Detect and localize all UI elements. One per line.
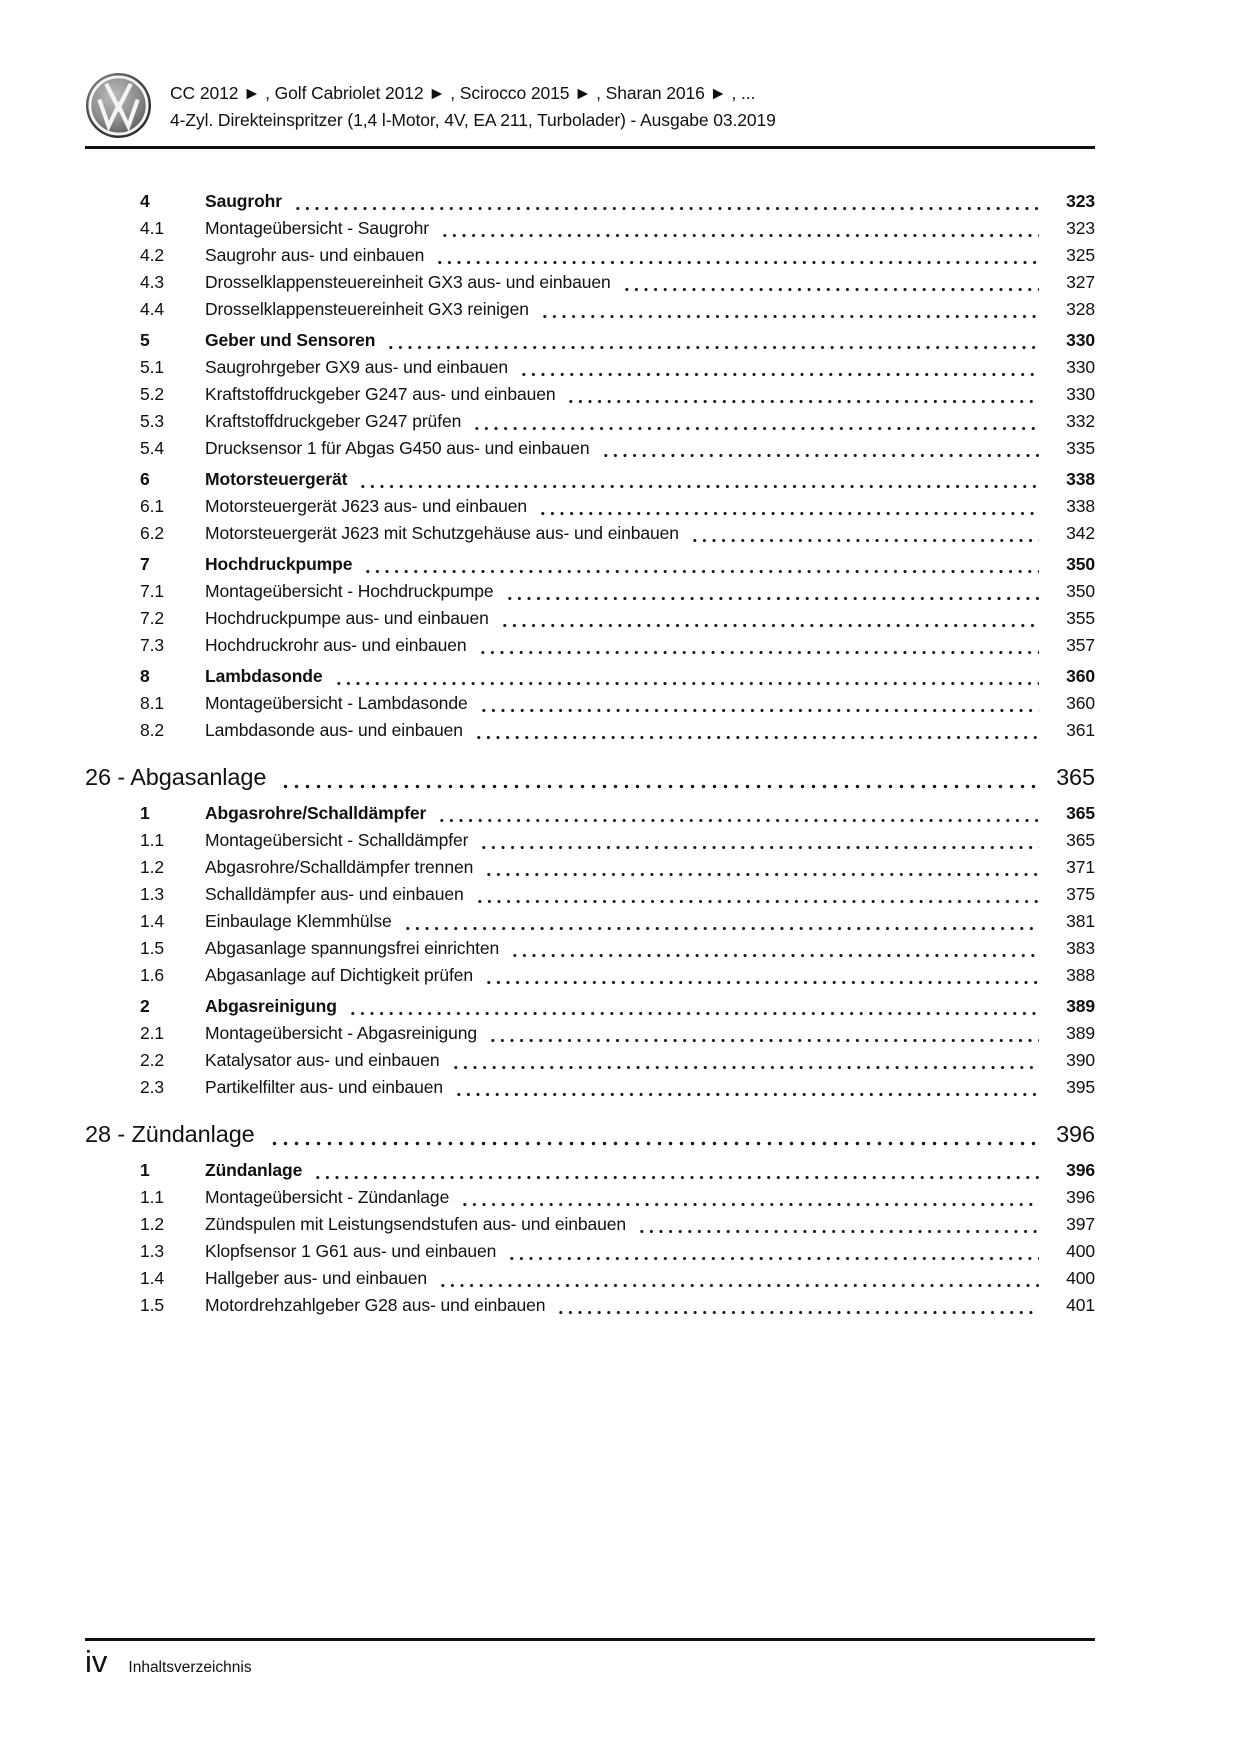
page-header [85, 72, 1095, 149]
toc-entry-title: Zündspulen mit Leistungsendstufen aus- und einbauen [205, 1214, 627, 1234]
toc-entry [85, 188, 1095, 215]
toc-entry [85, 408, 1095, 435]
toc-entry-title: Montageübersicht - Hochdruckpumpe [205, 581, 494, 601]
toc-entry [85, 827, 1095, 854]
toc-entry-page: 389 [1066, 1023, 1095, 1043]
dot-leader [438, 1265, 1039, 1292]
dot-leader [566, 381, 1039, 408]
toc-entry [85, 993, 1095, 1020]
toc-entry-title: Motorsteuergerät J623 mit Schutzgehäuse aus- und einbauen [205, 523, 679, 543]
toc-entry-number: 7.2 [140, 608, 165, 628]
dot-leader [474, 717, 1039, 744]
toc-entry [85, 1157, 1095, 1184]
toc-entry-page: 323 [1066, 218, 1095, 238]
dot-leader [334, 663, 1039, 690]
toc-entry-number: 6.1 [140, 496, 165, 516]
toc-entry-title: Partikelfilter aus- und einbauen [205, 1077, 444, 1097]
dot-leader [435, 242, 1039, 269]
toc-entry-page: 396 [1056, 1121, 1095, 1147]
dot-leader [556, 1292, 1039, 1319]
vw-logo-icon [85, 72, 152, 139]
toc-entry [85, 296, 1095, 323]
toc-entry [85, 800, 1095, 827]
dot-leader [437, 800, 1039, 827]
toc-entry-title: Lambdasonde aus- und einbauen [205, 720, 463, 740]
toc-entry [85, 269, 1095, 296]
toc-entry-number: 1.3 [140, 1241, 165, 1261]
toc-entry-title: Hallgeber aus- und einbauen [205, 1268, 428, 1288]
toc-entry [85, 354, 1095, 381]
toc-entry-title: Saugrohr [205, 191, 282, 211]
toc-entry-title: Hochdruckpumpe aus- und einbauen [205, 608, 489, 628]
dot-leader [690, 520, 1039, 547]
toc-entry [85, 381, 1095, 408]
toc-entry-title: Geber und Sensoren [205, 330, 376, 350]
toc-entry-number: 4 [140, 191, 150, 211]
toc-entry-number: 4.2 [140, 245, 165, 265]
toc-entry-number: 5.1 [140, 357, 165, 377]
dot-leader [280, 759, 1037, 796]
dot-leader [348, 993, 1039, 1020]
toc-entry-number: 2 [140, 996, 150, 1016]
toc-entry [85, 632, 1095, 659]
toc-entry-page: 396 [1066, 1160, 1095, 1180]
toc-entry-page: 365 [1066, 803, 1095, 823]
toc-entry-title: Einbaulage Klemmhülse [205, 911, 392, 931]
toc-entry-page: 332 [1066, 411, 1095, 431]
toc-entry-number: 1.6 [140, 965, 165, 985]
toc-entry-title: Abgasrohre/Schalldämpfer trennen [205, 857, 474, 877]
header-text-block [170, 80, 776, 134]
dot-leader [601, 435, 1039, 462]
toc-entry-page: 365 [1066, 830, 1095, 850]
toc-entry-number: 6 [140, 469, 150, 489]
dot-leader [269, 1116, 1037, 1153]
page-footer [85, 1645, 1095, 1679]
dot-leader [358, 466, 1039, 493]
toc-entry-number: 5 [140, 330, 150, 350]
dot-leader [403, 908, 1039, 935]
toc-entry-page: 401 [1066, 1295, 1095, 1315]
toc-entry [85, 578, 1095, 605]
toc-entry-title: Motordrehzahlgeber G28 aus- und einbauen [205, 1295, 546, 1315]
toc-entry-page: 383 [1066, 938, 1095, 958]
dot-leader [540, 296, 1039, 323]
toc-entry-number: 8.2 [140, 720, 165, 740]
dot-leader [478, 632, 1039, 659]
toc-entry-page: 350 [1066, 581, 1095, 601]
dot-leader [538, 493, 1039, 520]
dot-leader [363, 551, 1039, 578]
toc-entry-page: 335 [1066, 438, 1095, 458]
toc-entry-title: Zündanlage [205, 1160, 303, 1180]
toc-entry [85, 759, 1095, 796]
header-rule [85, 146, 1095, 149]
toc-entry [85, 215, 1095, 242]
toc-entry-title: Abgasanlage auf Dichtigkeit prüfen [205, 965, 474, 985]
toc-entry-title: Schalldämpfer aus- und einbauen [205, 884, 464, 904]
toc-entry-number: 4.3 [140, 272, 165, 292]
toc-entry-title: Hochdruckrohr aus- und einbauen [205, 635, 467, 655]
toc-entry-page: 328 [1066, 299, 1095, 319]
toc-entry [85, 935, 1095, 962]
toc-entry-title: Drucksensor 1 für Abgas G450 aus- und einbauen [205, 438, 590, 458]
header-engine-line: 4-Zyl. Direkteinspritzer (1,4 l-Motor, 4V, EA 211, Turbolader) - Ausgabe 03.2019 [170, 110, 776, 130]
toc-entry-page: 388 [1066, 965, 1095, 985]
toc-entry-number: 7 [140, 554, 150, 574]
toc-entry-number: 1.2 [140, 857, 165, 877]
dot-leader [484, 962, 1039, 989]
toc-entry-title: Kraftstoffdruckgeber G247 aus- und einbauen [205, 384, 556, 404]
dot-leader [451, 1047, 1040, 1074]
toc-entry [85, 1116, 1095, 1153]
header-models-line: CC 2012 ► , Golf Cabriolet 2012 ► , Scirocco 2015 ► , Sharan 2016 ► , ... [170, 83, 756, 103]
toc-entry-page: 396 [1066, 1187, 1095, 1207]
dot-leader [472, 408, 1039, 435]
toc-entry-title: Montageübersicht - Saugrohr [205, 218, 429, 238]
toc-entry-title: Katalysator aus- und einbauen [205, 1050, 440, 1070]
toc-entry-number: 2.3 [140, 1077, 165, 1097]
toc-entry-page: 350 [1066, 554, 1095, 574]
dot-leader [454, 1074, 1039, 1101]
toc-entry-title: Motorsteuergerät [205, 469, 348, 489]
toc-entry [85, 551, 1095, 578]
toc-entry-number: 8 [140, 666, 150, 686]
dot-leader [440, 215, 1039, 242]
toc-entry [85, 605, 1095, 632]
toc-entry [85, 1074, 1095, 1101]
toc-entry [85, 242, 1095, 269]
toc-entry-page: 330 [1066, 384, 1095, 404]
toc-entry-number: 1.5 [140, 1295, 165, 1315]
toc-entry-number: 1.5 [140, 938, 165, 958]
toc-entry-title: Abgasreinigung [205, 996, 337, 1016]
dot-leader [313, 1157, 1039, 1184]
toc-entry-page: 361 [1066, 720, 1095, 740]
toc-entry-number: 1.1 [140, 1187, 165, 1207]
footer-rule [85, 1638, 1095, 1641]
toc-entry-title: Drosselklappensteuereinheit GX3 aus- und einbauen [205, 272, 611, 292]
dot-leader [460, 1184, 1039, 1211]
toc-entry-title: Montageübersicht - Schalldämpfer [205, 830, 469, 850]
toc-entry [85, 466, 1095, 493]
toc-entry [85, 1292, 1095, 1319]
toc-entry-page: 342 [1066, 523, 1095, 543]
toc-entry [85, 663, 1095, 690]
dot-leader [484, 854, 1039, 881]
toc-entry-title: Hochdruckpumpe [205, 554, 353, 574]
toc-entry-page: 323 [1066, 191, 1095, 211]
toc-list [85, 184, 1095, 1319]
toc-entry-page: 360 [1066, 666, 1095, 686]
toc-entry-page: 381 [1066, 911, 1095, 931]
dot-leader [475, 881, 1039, 908]
toc-entry-page: 371 [1066, 857, 1095, 877]
toc-entry-number: 6.2 [140, 523, 165, 543]
toc-entry-page: 400 [1066, 1241, 1095, 1261]
toc-entry-title: Montageübersicht - Abgasreinigung [205, 1023, 478, 1043]
toc-entry-title: Lambdasonde [205, 666, 323, 686]
dot-leader [386, 327, 1039, 354]
dot-leader [293, 188, 1039, 215]
toc-entry-number: 1.2 [140, 1214, 165, 1234]
toc-entry-title: Abgasanlage spannungsfrei einrichten [205, 938, 500, 958]
toc-entry-number: 1 [140, 803, 150, 823]
toc-entry-number: 1.4 [140, 1268, 165, 1288]
toc-entry-page: 397 [1066, 1214, 1095, 1234]
toc-entry-number: 2.2 [140, 1050, 165, 1070]
dot-leader [622, 269, 1039, 296]
toc-entry-title: Abgasrohre/Schalldämpfer [205, 803, 427, 823]
toc-entry-page: 389 [1066, 996, 1095, 1016]
toc-entry [85, 327, 1095, 354]
toc-entry-page: 360 [1066, 693, 1095, 713]
toc-entry-number: 1.3 [140, 884, 165, 904]
dot-leader [507, 1238, 1039, 1265]
toc-entry-page: 330 [1066, 357, 1095, 377]
toc-entry [85, 908, 1095, 935]
toc-entry [85, 520, 1095, 547]
toc-entry-title: Drosselklappensteuereinheit GX3 reinigen [205, 299, 529, 319]
toc-entry [85, 1265, 1095, 1292]
toc-entry-page: 330 [1066, 330, 1095, 350]
toc-entry-number: 1.1 [140, 830, 165, 850]
footer-label: Inhaltsverzeichnis [128, 1659, 252, 1676]
toc-entry-number: 7.1 [140, 581, 165, 601]
toc-entry-title: 28 - Zündanlage [85, 1121, 255, 1147]
dot-leader [519, 354, 1039, 381]
dot-leader [505, 578, 1039, 605]
toc-entry-title: Klopfsensor 1 G61 aus- und einbauen [205, 1241, 497, 1261]
toc-entry-page: 325 [1066, 245, 1095, 265]
toc-entry [85, 1211, 1095, 1238]
toc-entry-page: 338 [1066, 496, 1095, 516]
toc-entry-title: Montageübersicht - Lambdasonde [205, 693, 468, 713]
toc-entry-number: 1 [140, 1160, 150, 1180]
toc-entry-title: Kraftstoffdruckgeber G247 prüfen [205, 411, 462, 431]
toc-entry-page: 395 [1066, 1077, 1095, 1097]
dot-leader [500, 605, 1039, 632]
dot-leader [479, 827, 1039, 854]
toc-entry-number: 4.1 [140, 218, 165, 238]
toc-entry [85, 854, 1095, 881]
toc-entry [85, 1020, 1095, 1047]
toc-entry-number: 8.1 [140, 693, 165, 713]
toc-entry-number: 5.4 [140, 438, 165, 458]
toc-entry [85, 1047, 1095, 1074]
toc-entry-number: 4.4 [140, 299, 165, 319]
toc-entry [85, 881, 1095, 908]
toc-entry-title: Montageübersicht - Zündanlage [205, 1187, 450, 1207]
toc-entry-title: Motorsteuergerät J623 aus- und einbauen [205, 496, 528, 516]
dot-leader [488, 1020, 1039, 1047]
toc-entry-number: 5.2 [140, 384, 165, 404]
toc-entry [85, 962, 1095, 989]
toc-entry [85, 435, 1095, 462]
toc-entry-page: 400 [1066, 1268, 1095, 1288]
toc-entry-page: 357 [1066, 635, 1095, 655]
toc-entry [85, 717, 1095, 744]
footer-page-number: iv [85, 1644, 108, 1679]
toc-entry-page: 390 [1066, 1050, 1095, 1070]
toc-entry-number: 7.3 [140, 635, 165, 655]
toc-entry [85, 690, 1095, 717]
dot-leader [637, 1211, 1039, 1238]
dot-leader [510, 935, 1039, 962]
toc-entry-title: Saugrohrgeber GX9 aus- und einbauen [205, 357, 508, 377]
toc-entry-page: 365 [1056, 764, 1095, 790]
toc-entry-page: 355 [1066, 608, 1095, 628]
toc-entry-number: 1.4 [140, 911, 165, 931]
toc-entry-title: Saugrohr aus- und einbauen [205, 245, 425, 265]
toc-entry-page: 375 [1066, 884, 1095, 904]
toc-entry-number: 2.1 [140, 1023, 165, 1043]
toc-entry [85, 1238, 1095, 1265]
toc-entry-number: 5.3 [140, 411, 165, 431]
toc-entry [85, 1184, 1095, 1211]
toc-entry-title: 26 - Abgasanlage [85, 764, 267, 790]
toc-entry-page: 338 [1066, 469, 1095, 489]
toc-entry [85, 493, 1095, 520]
dot-leader [479, 690, 1039, 717]
toc-entry-page: 327 [1066, 272, 1095, 292]
